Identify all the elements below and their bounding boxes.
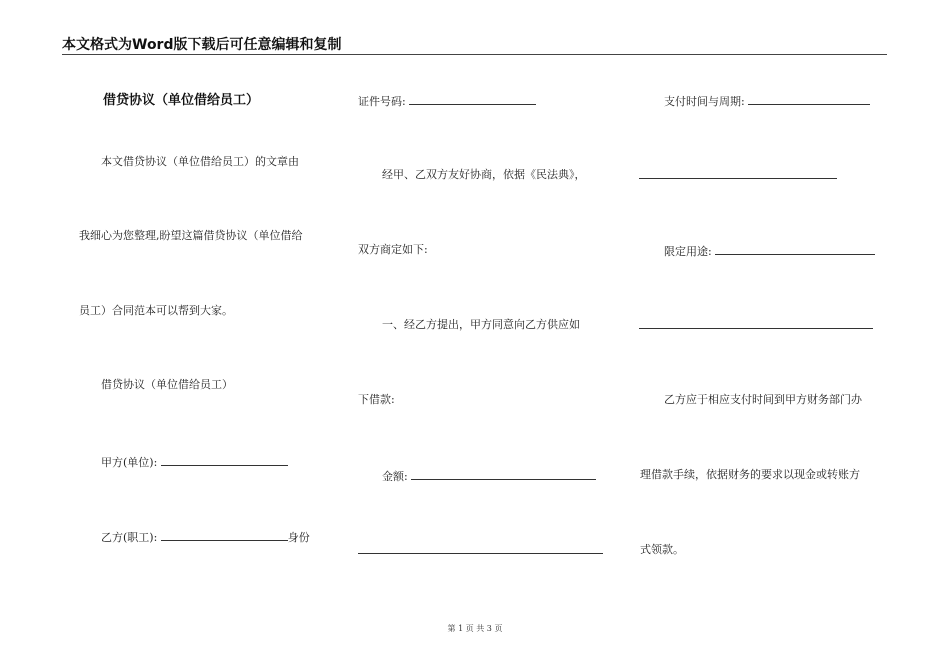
amount-field bbox=[382, 468, 596, 484]
amount-blank bbox=[411, 468, 596, 480]
id-number-field bbox=[358, 93, 536, 109]
page-number: 第 1 页 共 3 页 bbox=[447, 624, 503, 633]
party-b-blank bbox=[161, 529, 288, 541]
clause1-line-2: 下借款: bbox=[358, 393, 395, 406]
amount-label: 金额: bbox=[382, 470, 408, 483]
procedure-line-3: 式领款。 bbox=[640, 543, 684, 556]
payment-period-blank bbox=[748, 93, 870, 105]
clause1-line-1: 一、经乙方提出，甲方同意向乙方供应如 bbox=[382, 318, 580, 331]
purpose-label: 限定用途: bbox=[664, 245, 712, 258]
intro-line-3: 员工）合同范本可以帮到大家。 bbox=[79, 304, 233, 317]
para1-line-1: 经甲、乙双方友好协商，依据《民法典》， bbox=[382, 168, 586, 181]
purpose-continuation-blank bbox=[639, 328, 873, 329]
purpose-field bbox=[664, 243, 875, 259]
payment-continuation-blank bbox=[639, 178, 837, 179]
party-a-label: 甲方(单位): bbox=[101, 456, 158, 469]
payment-period-field bbox=[664, 93, 870, 109]
party-b-suffix: 身份 bbox=[287, 531, 310, 544]
id-number-label: 证件号码: bbox=[358, 95, 406, 108]
para1-line-2: 双方商定如下: bbox=[358, 243, 428, 256]
intro-line-1: 本文借贷协议（单位借给员工）的文章由 bbox=[101, 155, 299, 168]
page-header bbox=[62, 34, 887, 55]
procedure-line-2: 理借款手续，依据财务的要求以现金或转账方 bbox=[640, 468, 860, 481]
party-a-field bbox=[101, 454, 288, 470]
procedure-line-1: 乙方应于相应支付时间到甲方财务部门办 bbox=[664, 393, 862, 406]
payment-period-label: 支付时间与周期: bbox=[664, 95, 745, 108]
header-text: 本文格式为Word版下载后可任意编辑和复制 bbox=[62, 37, 342, 53]
id-number-blank bbox=[409, 93, 536, 105]
party-b-label: 乙方(职工): bbox=[101, 531, 158, 544]
party-a-blank bbox=[161, 454, 288, 466]
intro-line-2: 我细心为您整理,盼望这篇借贷协议（单位借给 bbox=[79, 229, 303, 242]
agreement-subtitle: 借贷协议（单位借给员工） bbox=[101, 378, 233, 391]
amount-continuation-blank bbox=[358, 553, 603, 554]
party-b-field bbox=[101, 529, 310, 545]
purpose-blank bbox=[715, 243, 875, 255]
document-title: 借贷协议（单位借给员工） bbox=[103, 93, 260, 108]
